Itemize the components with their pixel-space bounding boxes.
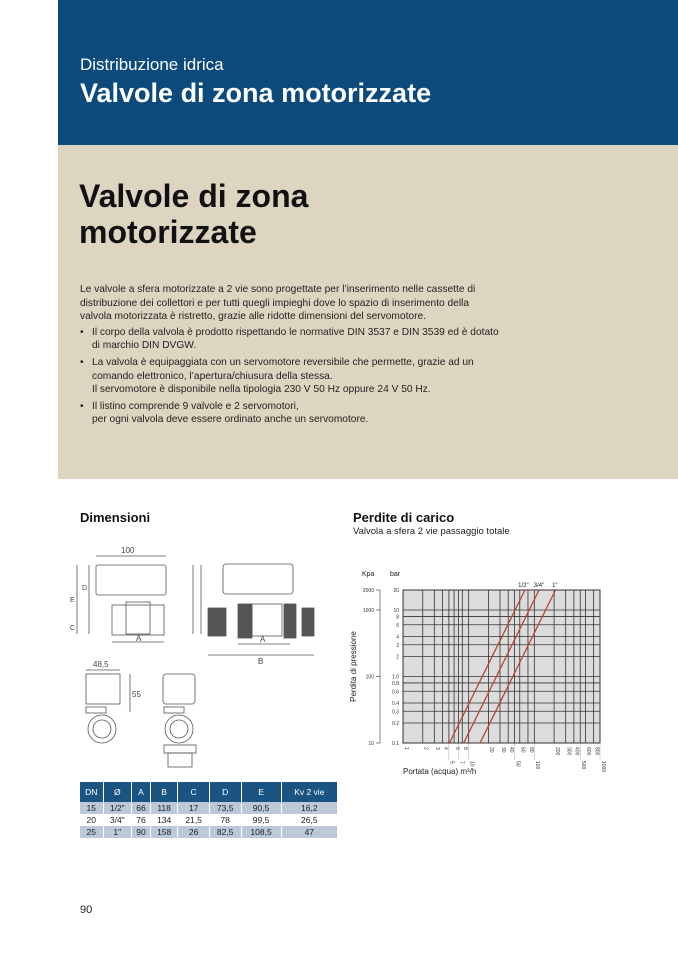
x-tick-label: 800: [593, 747, 600, 756]
table-cell: 90: [132, 826, 151, 838]
table-cell: 1": [103, 826, 132, 838]
y-tick-label-bar: 6: [396, 622, 399, 629]
table-cell: 158: [150, 826, 177, 838]
list-item: [80, 356, 500, 397]
bullet-text: • Il corpo della valvola è prodotto rispettando le normative DIN 3537 e DIN 3539 ed è dotato di marchio DIN DVGW.: [92, 326, 499, 352]
y-tick-label-bar: 0.3: [392, 709, 399, 716]
column-header: Ø: [103, 782, 132, 802]
table-cell: 1/2": [103, 802, 132, 814]
y-tick-label-bar: 3: [396, 642, 399, 649]
dim-label-e: E: [70, 597, 75, 604]
table-cell: 66: [132, 802, 151, 814]
chart-title: Perdite di carico: [353, 510, 455, 525]
list-item: [80, 400, 500, 427]
table-cell: 15: [80, 802, 103, 814]
header-title: Valvole di zona motorizzate: [80, 78, 432, 108]
table-cell: 99,5: [241, 814, 281, 826]
table-cell: 134: [150, 814, 177, 826]
y-tick-label-bar: 0.4: [392, 700, 399, 707]
x-tick-label: 10: [468, 761, 475, 767]
intro-section: [58, 145, 678, 479]
table-cell: 47: [281, 826, 337, 838]
x-tick-label: 5: [448, 761, 455, 764]
x-tick-label: 40: [508, 747, 515, 753]
actuator-front: [96, 565, 166, 595]
series-label: 1": [552, 583, 558, 589]
column-header: Kv 2 vie: [281, 782, 337, 802]
y-unit-bar: bar: [390, 571, 401, 578]
y-tick-label-bar: 2: [396, 654, 399, 661]
x-tick-label: 60: [519, 747, 526, 753]
dim-label-100: 100: [121, 546, 135, 555]
actuator-side: [223, 564, 293, 594]
x-tick-label: 300: [565, 747, 572, 756]
x-tick-label: 100: [534, 761, 541, 770]
x-tick-label: 20: [488, 747, 495, 753]
x-tick-label: 200: [553, 747, 560, 756]
chart-subtitle: Valvola a sfera 2 vie passaggio totale: [353, 526, 510, 537]
table-cell: 73,5: [209, 802, 241, 814]
dim-label-d: D: [82, 585, 88, 592]
intro-title: Valvole di zona motorizzate: [79, 178, 309, 250]
bullet-text: • Il listino comprende 9 valvole e 2 servomotori,: [92, 400, 299, 412]
x-tick-label: 80: [527, 747, 534, 753]
x-tick-label: 8: [462, 747, 469, 750]
y-tick-label-bar: 10: [393, 608, 399, 615]
y-tick-label-bar: 1.0: [392, 674, 399, 681]
table-cell: 21,5: [178, 814, 210, 826]
bullet-text: per ogni valvola deve essere ordinato anche un servomotore.: [92, 414, 369, 426]
y-tick-label-bar: 0.6: [392, 689, 399, 696]
page-number: 90: [80, 904, 93, 916]
valve-drawings: [60, 540, 340, 770]
y-tick-label-kpa: 1000: [362, 608, 374, 615]
series-label: 3/4": [533, 583, 545, 589]
x-tick-label: 4: [442, 747, 449, 750]
column-header: DN: [80, 782, 103, 802]
x-tick-label: 50: [514, 761, 521, 767]
column-header: D: [209, 782, 241, 802]
x-tick-label: 3: [434, 747, 441, 750]
dim-label-c: C: [70, 625, 76, 632]
x-tick-label: 400: [573, 747, 580, 756]
table-cell: 3/4": [103, 814, 132, 826]
x-tick-label: 600: [585, 747, 592, 756]
y-tick-label-bar: 0.8: [392, 680, 399, 687]
y-tick-label-bar: 20: [393, 588, 399, 594]
series-label: 1/2": [518, 583, 529, 589]
table-cell: 76: [132, 814, 151, 826]
dim-label-a: A: [136, 634, 142, 643]
table-header-row: [80, 782, 338, 802]
column-header: B: [150, 782, 177, 802]
y-axis-label: Perdita di pressione: [349, 631, 358, 702]
y-tick-label-kpa: 10: [368, 741, 374, 747]
table-cell: 82,5: [209, 826, 241, 838]
x-tick-label: 500: [580, 761, 587, 770]
x-tick-label: 1: [402, 747, 409, 750]
y-tick-label-bar: 8: [396, 614, 399, 621]
column-header: C: [178, 782, 210, 802]
y-tick-label-bar: 0.2: [392, 720, 399, 727]
dim-label-55: 55: [132, 690, 141, 699]
page-header: [58, 0, 678, 145]
x-tick-label: 1000: [599, 761, 606, 773]
pressure-loss-chart: [340, 556, 630, 778]
feature-list: [80, 326, 500, 427]
dim-label-48-5: 48,5: [93, 660, 109, 669]
table-row: [80, 814, 338, 826]
x-tick-label: 2: [422, 747, 429, 750]
table-cell: 26: [178, 826, 210, 838]
y-tick-label-kpa: 2000: [362, 588, 374, 594]
table-row: [80, 802, 338, 814]
y-unit-kpa: Kpa: [362, 571, 375, 578]
bullet-text: Il servomotore è disponibile nella tipologia 230 V 50 Hz oppure 24 V 50 Hz.: [92, 384, 431, 396]
header-subtitle: Distribuzione idrica: [80, 55, 224, 74]
dimensions-title: Dimensioni: [80, 510, 151, 525]
table-cell: 16,2: [281, 802, 337, 814]
intro-paragraph: Le valvole a sfera motorizzate a 2 vie sono progettate per l’inserimento nelle cassette di distribuzione dei collettori e per tutti quegli impieghi dove lo spazio di inserimento della valvola motorizzata è ristretto, grazie alle ridotte dimensioni del servomotore.: [80, 284, 476, 323]
table-cell: 108,5: [241, 826, 281, 838]
column-header: E: [241, 782, 281, 802]
x-tick-label: 6: [453, 747, 460, 750]
table-cell: 25: [80, 826, 103, 838]
table-row: [80, 826, 338, 838]
column-header: A: [132, 782, 151, 802]
table-cell: 118: [150, 802, 177, 814]
table-cell: 78: [209, 814, 241, 826]
x-tick-label: 30: [499, 747, 506, 753]
dim-label-b: B: [258, 657, 264, 666]
table-cell: 26,5: [281, 814, 337, 826]
y-tick-label-kpa: 100: [365, 674, 374, 681]
bullet-text: • La valvola è equipaggiata con un servomotore reversibile che permette, grazie ad un comando elettronico, l’apertura/chiusura della stessa.: [92, 356, 474, 382]
list-item: [80, 326, 500, 353]
y-tick-label-bar: 4: [396, 634, 399, 641]
table-cell: 90,5: [241, 802, 281, 814]
dimensions-table: [80, 782, 338, 838]
x-tick-label: 7: [458, 761, 465, 764]
dim-label-a: A: [260, 635, 266, 644]
y-tick-label-bar: 0.1: [392, 741, 399, 747]
table-cell: 17: [178, 802, 210, 814]
table-cell: 20: [80, 814, 103, 826]
x-axis-label: Portata (acqua) m³/h: [403, 767, 477, 776]
